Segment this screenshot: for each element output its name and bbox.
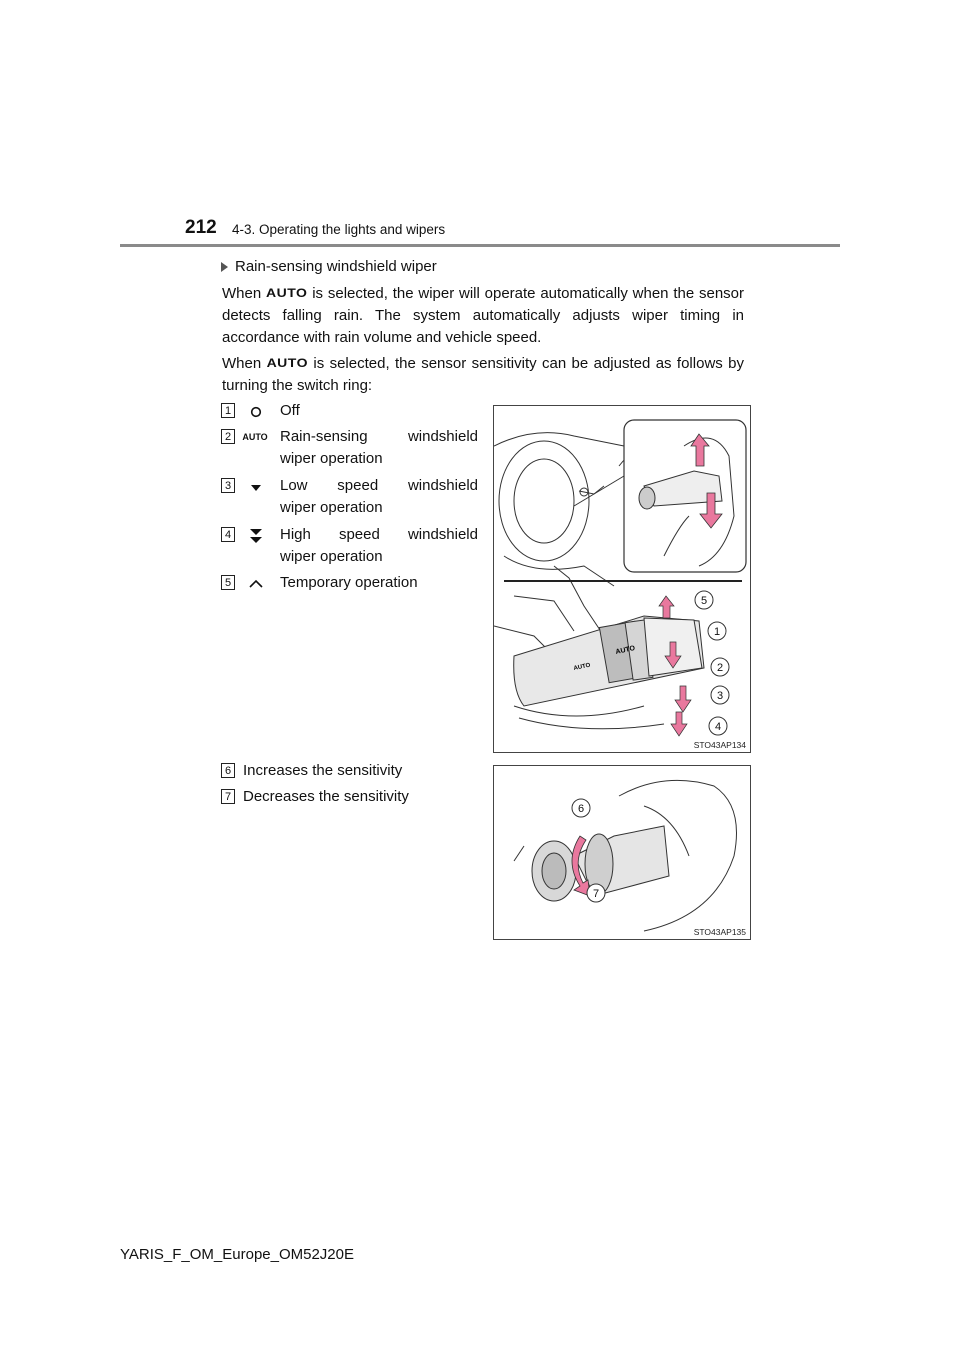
para2-pre: When xyxy=(222,355,267,372)
switch-ring-illustration xyxy=(494,766,750,939)
callout-1: 1 xyxy=(713,626,721,638)
lever-left-auto-label: AUTO xyxy=(573,662,591,672)
header-rule xyxy=(120,244,840,247)
item-label: High speed windshield xyxy=(280,526,478,543)
item-number: 7 xyxy=(221,789,235,804)
wiper-lever-illustration xyxy=(494,406,750,752)
item-number: 6 xyxy=(221,763,235,778)
item-number: 2 xyxy=(221,429,235,444)
callout-2: 2 xyxy=(716,662,724,674)
item-number: 4 xyxy=(221,527,235,542)
callout-7: 7 xyxy=(592,888,600,900)
figure-wiper-lever xyxy=(493,405,751,753)
page-number: 212 xyxy=(185,217,217,238)
item-label: Rain-sensing windshield xyxy=(280,428,478,445)
lever-auto-label: AUTO xyxy=(614,645,636,656)
subsection-heading xyxy=(221,258,437,275)
para1-post: is selected, the wiper will operate automatically when the sensor detects falling rain. The system automatically adjusts wiper timing in accordance with rain volume and vehicle speed. xyxy=(222,285,745,346)
triangle-bullet-icon xyxy=(221,262,228,272)
item-label: Off xyxy=(280,402,300,419)
para1-pre: When xyxy=(222,285,266,302)
auto-icon: AUTO xyxy=(242,432,268,442)
chevron-up-icon xyxy=(242,575,270,593)
figure-code: STO43AP135 xyxy=(693,927,746,937)
item-label: Temporary operation xyxy=(280,574,418,591)
para2-post: is selected, the sensor sensitivity can be adjusted as follows by turning the switch ring: xyxy=(222,355,744,394)
item-number: 1 xyxy=(221,403,235,418)
item-label: Decreases the sensitivity xyxy=(243,788,409,805)
circle-icon xyxy=(242,403,270,421)
item-number: 3 xyxy=(221,478,235,493)
callout-3: 3 xyxy=(716,690,724,702)
item-label: wiper operation xyxy=(280,450,383,467)
item-label: wiper operation xyxy=(280,548,383,565)
auto-symbol-icon: AUTO xyxy=(266,356,308,370)
subsection-heading-text: Rain-sensing windshield wiper xyxy=(235,258,437,275)
double-chevron-down-icon xyxy=(242,525,270,547)
item-label: Increases the sensitivity xyxy=(243,762,403,779)
item-label: wiper operation xyxy=(280,499,383,516)
single-chevron-down-icon xyxy=(242,478,270,496)
item-label: Low speed windshield xyxy=(280,477,478,494)
callout-5: 5 xyxy=(700,595,708,607)
paragraph-sensitivity xyxy=(222,352,744,397)
footer-document-id: YARIS_F_OM_Europe_OM52J20E xyxy=(120,1246,355,1263)
section-title: 4-3. Operating the lights and wipers xyxy=(232,222,446,237)
auto-symbol-icon: AUTO xyxy=(266,286,308,300)
paragraph-auto-description xyxy=(222,282,744,349)
item-number: 5 xyxy=(221,575,235,590)
callout-4: 4 xyxy=(714,721,722,733)
callout-6: 6 xyxy=(577,803,585,815)
figure-code: STO43AP134 xyxy=(693,740,746,750)
figure-switch-ring xyxy=(493,765,751,940)
